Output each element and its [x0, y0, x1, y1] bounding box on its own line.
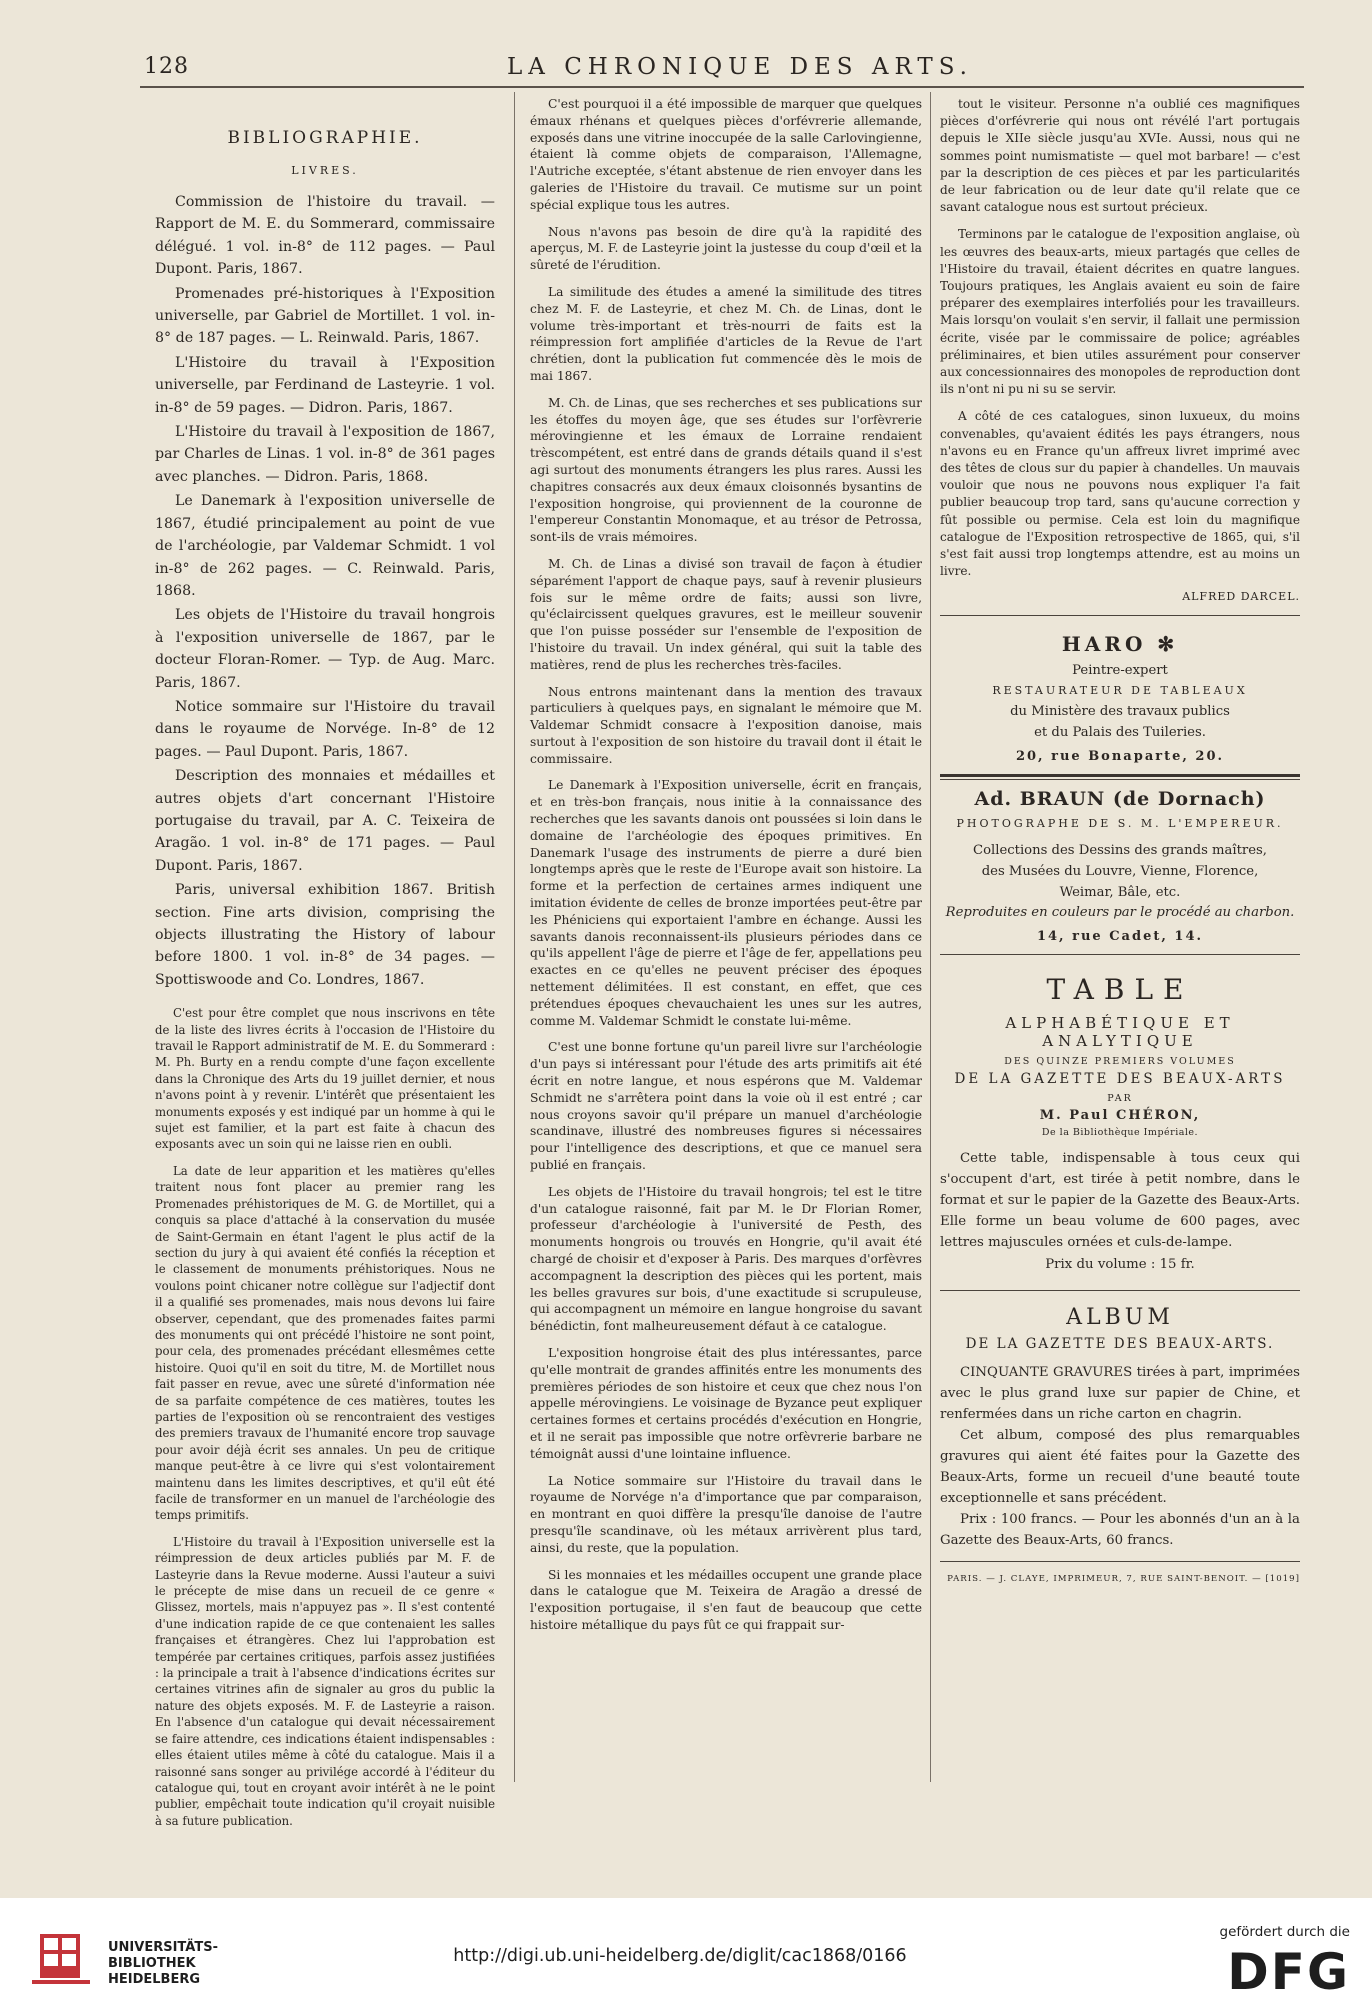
viewer-footer — [0, 1898, 1372, 2013]
advert-price: Prix du volume : 15 fr. — [1045, 1257, 1195, 1273]
advert-name: Ad. BRAUN (de Dornach) — [974, 788, 1266, 811]
review-text — [155, 1005, 495, 1829]
divider — [940, 774, 1300, 777]
bib-entry: Notice sommaire sur l'Histoire du travail dans le royaume de Norvége. In-8° de 12 pages. — Paul Dupont. Paris, 1867. — [155, 698, 495, 760]
paragraph: La Notice sommaire sur l'Histoire du travail dans le royaume de Norvége n'a d'importance que par comparaison, en montrant en quoi diffère la presqu'île danoise de l'autre presqu'île scandinave, où les métaux arrivèrent plus tard, ainsi, du reste, que la population. — [530, 1473, 922, 1555]
sponsor-label: gefördert durch die — [1219, 1924, 1350, 1940]
paragraph: Nous entrons maintenant dans la mention des travaux particuliers à quelques pays, en signalant le mémoire que M. Valdemar Schmidt consacre à l'exposition danoise, mais surtout à l'exposition de son histoire du travail dont il était le commissaire. — [530, 684, 922, 766]
advert-album-body — [940, 1362, 1300, 1551]
advert-line: Collections des Dessins des grands maîtres, — [972, 843, 1267, 859]
advert-subtitle: ALPHABÉTIQUE ET ANALYTIQUE — [1005, 1014, 1235, 1051]
paragraph: Nous n'avons pas besoin de dire qu'à la rapidité des aperçus, M. F. de Lasteyrie joint la justesse du coup d'œil et la sûreté de l'érudition. — [530, 224, 922, 273]
bib-entry: L'Histoire du travail à l'Exposition universelle, par Ferdinand de Lasteyrie. 1 vol. in-8° de 59 pages. — Didron. Paris, 1867. — [155, 354, 495, 416]
advert-name: HARO ✻ — [1061, 632, 1179, 657]
bib-entry: Description des monnaies et médailles et autres objets d'art concernant l'Histoire portugaise du travail, par A. C. Teixeira de Aragão. 1 vol. in-8° de 171 pages. — Paul Dupont. Paris, 1867. — [155, 768, 495, 874]
paragraph: C'est pour être complet que nous inscrivons en tête de la liste des livres écrits à l'occasion de l'Histoire du travail le Rapport administratif de M. E. du Sommerard : M. Ph. Burty en a rendu compte d'une façon excellente dans la Chronique des Arts du 19 juillet dernier, et nous n'avons point à y revenir. L'intérêt que présentaient les monuments exposés y est indiqué par un homme à qui le sujet est familier, et la part est faite à chacun des exposants avec un soin qui ne laisse rien en oubli. — [155, 1006, 495, 1152]
column-2 — [530, 92, 922, 1782]
paragraph: La date de leur apparition et les matières qu'elles traitent nous font placer au premier rang les Promenades préhistoriques de M. G. de Mortillet, qui a conquis sa place d'attaché à la conservation du musée de Saint-Germain en étant l'agent le plus actif de la section du jury à qui avaient été confiés la réception et le classement de monuments préhistoriques. Nous ne voulons point chicaner notre collègue sur l'adjectif dont il a qualifié ses promenades, mais nous devons lui faire observer, cependant, que des promenades faites parmi des monuments qui ont précédé l'histoire ne sont point, pour cela, des promenades précédant ellesmêmes cette histoire. Quoi qu'il en soit du titre, M. de Mortillet nous fait passer en revue, avec une sûreté d'information née de sa parfaite compétence de ces matières, toutes les parties de l'exposition où se rencontraient des vestiges des premiers travaux de l'humanité encore trop sauvage pour avoir déjà écrit ses annales. Un peu de critique manque peut-être à ce livre qui s'est volontairement maintenu dans les limites descriptives, et qu'il eût été facile de transformer en un manuel de l'archéologie des temps primitifs. — [155, 1163, 495, 1523]
review-text — [940, 96, 1300, 580]
advert-tiny: DES QUINZE PREMIERS VOLUMES — [1004, 1056, 1236, 1068]
bib-entry: L'Histoire du travail à l'exposition de 1867, par Charles de Linas. 1 vol. in-8° de 361 pages avec planches. — Didron. Paris, 1868. — [155, 424, 495, 485]
advert-table — [940, 973, 1300, 1138]
paragraph: A côté de ces catalogues, sinon luxueux, du moins convenables, qu'avaient édités les pays étrangers, nous n'avons eu en France qu'un affreux livret imprimé avec des têtes de clous sur du papier à chandelles. Un mauvais vouloir que nous ne pouvons nous expliquer l'a fait publier beaucoup trop tard, sans qu'aucune correction y fût possible ou permise. Cela est loin du magnifique catalogue de l'Exposition retrospective de 1865, qui, s'il s'est fait aussi trop longtemps attendre, est au moins un livre. — [940, 409, 1300, 579]
column-1 — [155, 92, 495, 1828]
advert-title: ALBUM — [1066, 1305, 1174, 1331]
divider — [940, 615, 1300, 616]
advert-body: Cette table, indispensable à tous ceux qui s'occupent d'art, est tirée à petit nombre, dans le format et sur le papier de la Gazette des Beaux-Arts. Elle forme un beau volume de 600 pages, avec lettres majuscules ornées et culs-de-lampe. — [940, 1151, 1300, 1251]
signature: ALFRED DARCEL. — [1182, 590, 1300, 604]
advert-haro — [940, 632, 1300, 764]
advert-line: Weimar, Bâle, etc. — [1059, 885, 1181, 901]
advert-address: 14, rue Cadet, 14. — [1036, 929, 1204, 945]
library-name: UNIVERSITÄTS- BIBLIOTHEK HEIDELBERG — [108, 1940, 218, 1987]
advert-line: et du Palais des Tuileries. — [1034, 725, 1206, 741]
advert-tiny: PAR — [1107, 1093, 1133, 1105]
bib-entry: Le Danemark à l'exposition universelle de 1867, étudié principalement au point de vue de l'archéologie, par Valdemar Schmidt. 1 vol in-8° de 262 pages. — C. Reinwald. Paris, 1868. — [155, 493, 495, 599]
bib-entry: Promenades pré-historiques à l'Exposition universelle, par Gabriel de Mortillet. 1 vol. in-8° de 187 pages. — L. Reinwald. Paris, 1867. — [155, 285, 495, 347]
advert-address: 20, rue Bonaparte, 20. — [1015, 749, 1225, 765]
paragraph: M. Ch. de Linas, que ses recherches et ses publications sur les étoffes du moyen âge, que ses études sur l'orfèvrerie mérovingienne et les émaux de Lorraine rendaient trèscompétent, est entré dans de grands détails quand il s'est agi surtout des monuments étrangers les plus rares. Aussi les chapitres consacrés aux deux émaux cloisonnés bysantins de l'exposition hongroise, qui proviennent de la couronne de l'empereur Constantin Monomaque, et au trésor de Petrossa, sont-ils de vrais mémoires. — [530, 395, 922, 545]
advert-author: M. Paul CHÉRON, — [1039, 1108, 1201, 1124]
advert-affiliation: De la Bibliothèque Impériale. — [1041, 1127, 1199, 1139]
section-title: BIBLIOGRAPHIE. — [227, 128, 423, 148]
paragraph: Le Danemark à l'Exposition universelle, écrit en français, et en très-bon français, nous initie à la connaissance des recherches que les savants danois ont poussées si loin dans le domaine de l'archéologie des époques primitives. En Danemark l'usage des instruments de pierre a duré bien longtemps après que le reste de l'Europe avait son histoire. La forme et la perfection de certaines armes indiquent une imitation évidente de celles de bronze importées peut-être par les Phéniciens qui exportaient l'ambre en échange. Aussi les savants danois reconnaissent-ils plusieurs périodes dans ce qu'ils appellent l'âge de pierre et l'âge de fer, appellations peu exactes en ce qu'elles ne peuvent préciser des époques nettement délimitées. Il est constant, en effet, que ces prétendues époques chevauchaient les unes sur les autres, comme M. Valdemar Schmidt le constate lui-même. — [530, 778, 922, 1028]
divider — [940, 954, 1300, 955]
paragraph: La similitude des études a amené la similitude des titres chez M. F. de Lasteyrie, et chez M. Ch. de Linas, dont le volume très-important et très-nourri de faits est la réimpression fort amplifiée d'articles de la Revue de l'art chrétien, dont la publication fut commencée dès le mois de mai 1867. — [530, 284, 922, 383]
advert-italic: Reproduites en couleurs par le procédé au charbon. — [945, 905, 1295, 921]
advert-role: Peintre-expert — [1072, 663, 1168, 679]
advert-table-body — [940, 1148, 1300, 1253]
divider — [940, 1561, 1300, 1562]
paragraph: tout le visiteur. Personne n'a oublié ces magnifiques pièces d'orfévrerie qui nous ont révélé l'art portugais depuis le XIIe siècle jusqu'au XVIe. Aussi, nous qui ne sommes point numismatiste — quel mot barbare! — c'est par la description de ces pièces et par les particularités de leur fabrication ou de leur date qu'il relate que ce savant catalogue nous est surtout précieux. — [940, 97, 1300, 215]
divider — [940, 1290, 1300, 1291]
bib-entry: Les objets de l'Histoire du travail hongrois à l'exposition universelle de 1867, par le docteur Floran-Romer. — Typ. de Aug. Marc. Paris, 1867. — [155, 607, 495, 691]
advert-caps: RESTAURATEUR DE TABLEAUX — [992, 684, 1248, 698]
advert-braun — [940, 788, 1300, 944]
advert-subtitle: DE LA GAZETTE DES BEAUX-ARTS. — [965, 1336, 1275, 1353]
advert-body: CINQUANTE GRAVURES tirées à part, imprimées avec le plus grand luxe sur papier de Chine, et renfermées dans un riche carton en chagrin. — [940, 1365, 1300, 1423]
column-divider-2 — [930, 92, 931, 1782]
paragraph: M. Ch. de Linas a divisé son travail de façon à étudier séparément l'apport de chaque pays, sauf à revenir plusieurs fois sur le même ordre de faits; aussi son livre, qu'éclaircissent quelques gravures, est le meilleur souvenir que l'on puisse posséder sur l'ensemble de l'exposition de l'histoire du travail. Un index général, qui suit la table des matières, rend de plus les recherches très-faciles. — [530, 556, 922, 672]
advert-title: TABLE — [1046, 973, 1194, 1007]
column-divider-1 — [514, 92, 515, 1782]
dfg-logo: DFG — [1227, 1943, 1350, 2001]
running-title: LA CHRONIQUE DES ARTS. — [507, 54, 973, 80]
bib-entry: Commission de l'histoire du travail. — Rapport de M. E. du Sommerard, commissaire délégué. 1 vol. in-8° de 112 pages. — Paul Dupont. Paris, 1867. — [155, 194, 495, 278]
paragraph: C'est une bonne fortune qu'un pareil livre sur l'archéologie d'un pays si intéressant pour l'étude des arts primitifs ait été écrit en notre langue, et nous espérons que M. Valdemar Schmidt ne s'arrêtera point dans la voie où il est entré ; car nous croyons savoir qu'il prépare un manuel d'archéologie scandinave, illustré des nombreuses figures si nécessaires pour l'intelligence des descriptions, et que ce manuel sera publié en français. — [530, 1040, 922, 1173]
paragraph: L'exposition hongroise était des plus intéressantes, parce qu'elle montrait de grandes affinités entre les monuments des premières périodes de son histoire et ceux que chez nous l'on appelle mérovingiens. Le voisinage de Byzance peut expliquer certaines formes et certains procédés d'exécution en Hongrie, et il ne serait pas impossible que notre orfèvrerie barbare ne témoignât aussi d'une lointaine influence. — [530, 1345, 922, 1461]
permalink[interactable]: http://digi.ub.uni-heidelberg.de/diglit/cac1868/0166 — [453, 1946, 907, 1966]
advert-caps: PHOTOGRAPHE DE S. M. L'EMPEREUR. — [956, 817, 1284, 831]
advert-album — [940, 1305, 1300, 1352]
bib-entry: Paris, universal exhibition 1867. British section. Fine arts division, comprising the objects illustrating the History of labour before 1800. 1 vol. in-8° de 34 pages. — Spottiswoode and Co. Londres, 1867. — [155, 882, 495, 988]
advert-body: Prix : 100 francs. — Pour les abonnés d'un an à la Gazette des Beaux-Arts, 60 francs. — [940, 1512, 1300, 1549]
advert-subtitle: DE LA GAZETTE DES BEAUX-ARTS — [954, 1071, 1286, 1088]
bibliography-list — [155, 191, 495, 991]
advert-body: Cet album, composé des plus remarquables gravures qui aient été faites pour la Gazette des Beaux-Arts, forme un recueil d'une beauté toute exceptionnelle et sans précédent. — [940, 1428, 1300, 1507]
university-seal-icon — [26, 1930, 96, 1990]
header-rule — [140, 86, 1304, 88]
section-subtitle: LIVRES. — [291, 164, 359, 177]
paragraph: Si les monnaies et les médailles occupent une grande place dans le catalogue que M. Teixeira de Aragão a dressé de l'exposition portugaise, il s'en faut de beaucoup que cette histoire métallique du pays fût ce qui frappait sur- — [530, 1567, 922, 1632]
paragraph: L'Histoire du travail à l'Exposition universelle est la réimpression de deux articles publiés par M. F. de Lasteyrie dans la Revue moderne. Aussi l'auteur a suivi le précepte de mise dans un recueil de ce genre « Glissez, mortels, mais n'appuyez pas ». Il s'est contenté d'une indication rapide de ce que contenaient les salles françaises et étrangères. Chez lui l'approbation est tempérée par certaines critiques, parfois assez justifiées : la principale a trait à l'absence d'indications écrites sur certaines vitrines afin de signaler au gros du public la nature des objets exposés. M. F. de Lasteyrie a raison. En l'absence d'un catalogue qui devait nécessairement se faire attendre, ces indications étaient indispensables : elles étaient utiles même à côté du catalogue. Mais il a raisonné sans songer au privilége accordé à l'éditeur du catalogue qui, tout en croyant avoir intérêt à ne le point publier, empêchait toute indication qu'il croyait nuisible à sa future publication. — [155, 1534, 495, 1828]
advert-line: des Musées du Louvre, Vienne, Florence, — [981, 864, 1259, 880]
paragraph: C'est pourquoi il a été impossible de marquer que quelques émaux rhénans et quelques pièces d'orfévrerie allemande, exposés dans une vitrine inoccupée de la salle Carlovingienne, étaient là comme objets de comparaison, l'Allemagne, l'Autriche exceptée, s'étant abstenue de rien envoyer dans les galeries de l'Histoire du travail. Ce mutisme sur un point spécial explique tous les autres. — [530, 97, 922, 212]
divider — [940, 779, 1300, 780]
column-3 — [940, 92, 1300, 1782]
page-number: 128 — [144, 54, 189, 79]
advert-line: du Ministère des travaux publics — [1010, 704, 1230, 720]
printer-imprint: PARIS. — J. CLAYE, IMPRIMEUR, 7, RUE SAINT-BENOIT. — [1019] — [947, 1574, 1300, 1585]
review-text — [530, 96, 922, 1634]
paragraph: Terminons par le catalogue de l'exposition anglaise, où les œuvres des beaux-arts, mieux partagés que celles de l'Histoire du travail, étaient décrites en quatre langues. Toujours pratiques, les Anglais avaient eu soin de faire préparer des exemplaires interfoliés pour les travailleurs. Mais lorsqu'on voulait s'en servir, il fallait une permission écrite, visée par le commissaire de police; agréables préliminaires, et bien utiles assurément pour conserver aux concessionnaires des monopoles de reproduction dont ils n'ont ni pu ni su se servir. — [940, 227, 1300, 397]
paragraph: Les objets de l'Histoire du travail hongrois; tel est le titre d'un catalogue raisonné, fait par M. le Dr Florian Romer, professeur d'archéologie à l'université de Pesth, des monuments hongrois ou trouvés en Hongrie, qu'il avait été chargé de choisir et d'exposer à Paris. Des marques d'orfèvres accompagnent la description des pièces qui les portent, mais les belles gravures sur bois, d'une exactitude si scrupuleuse, qui accompagnent un mémoire en langue hongroise du savant bénédictin, font malheureusement défaut à ce catalogue. — [530, 1184, 922, 1334]
